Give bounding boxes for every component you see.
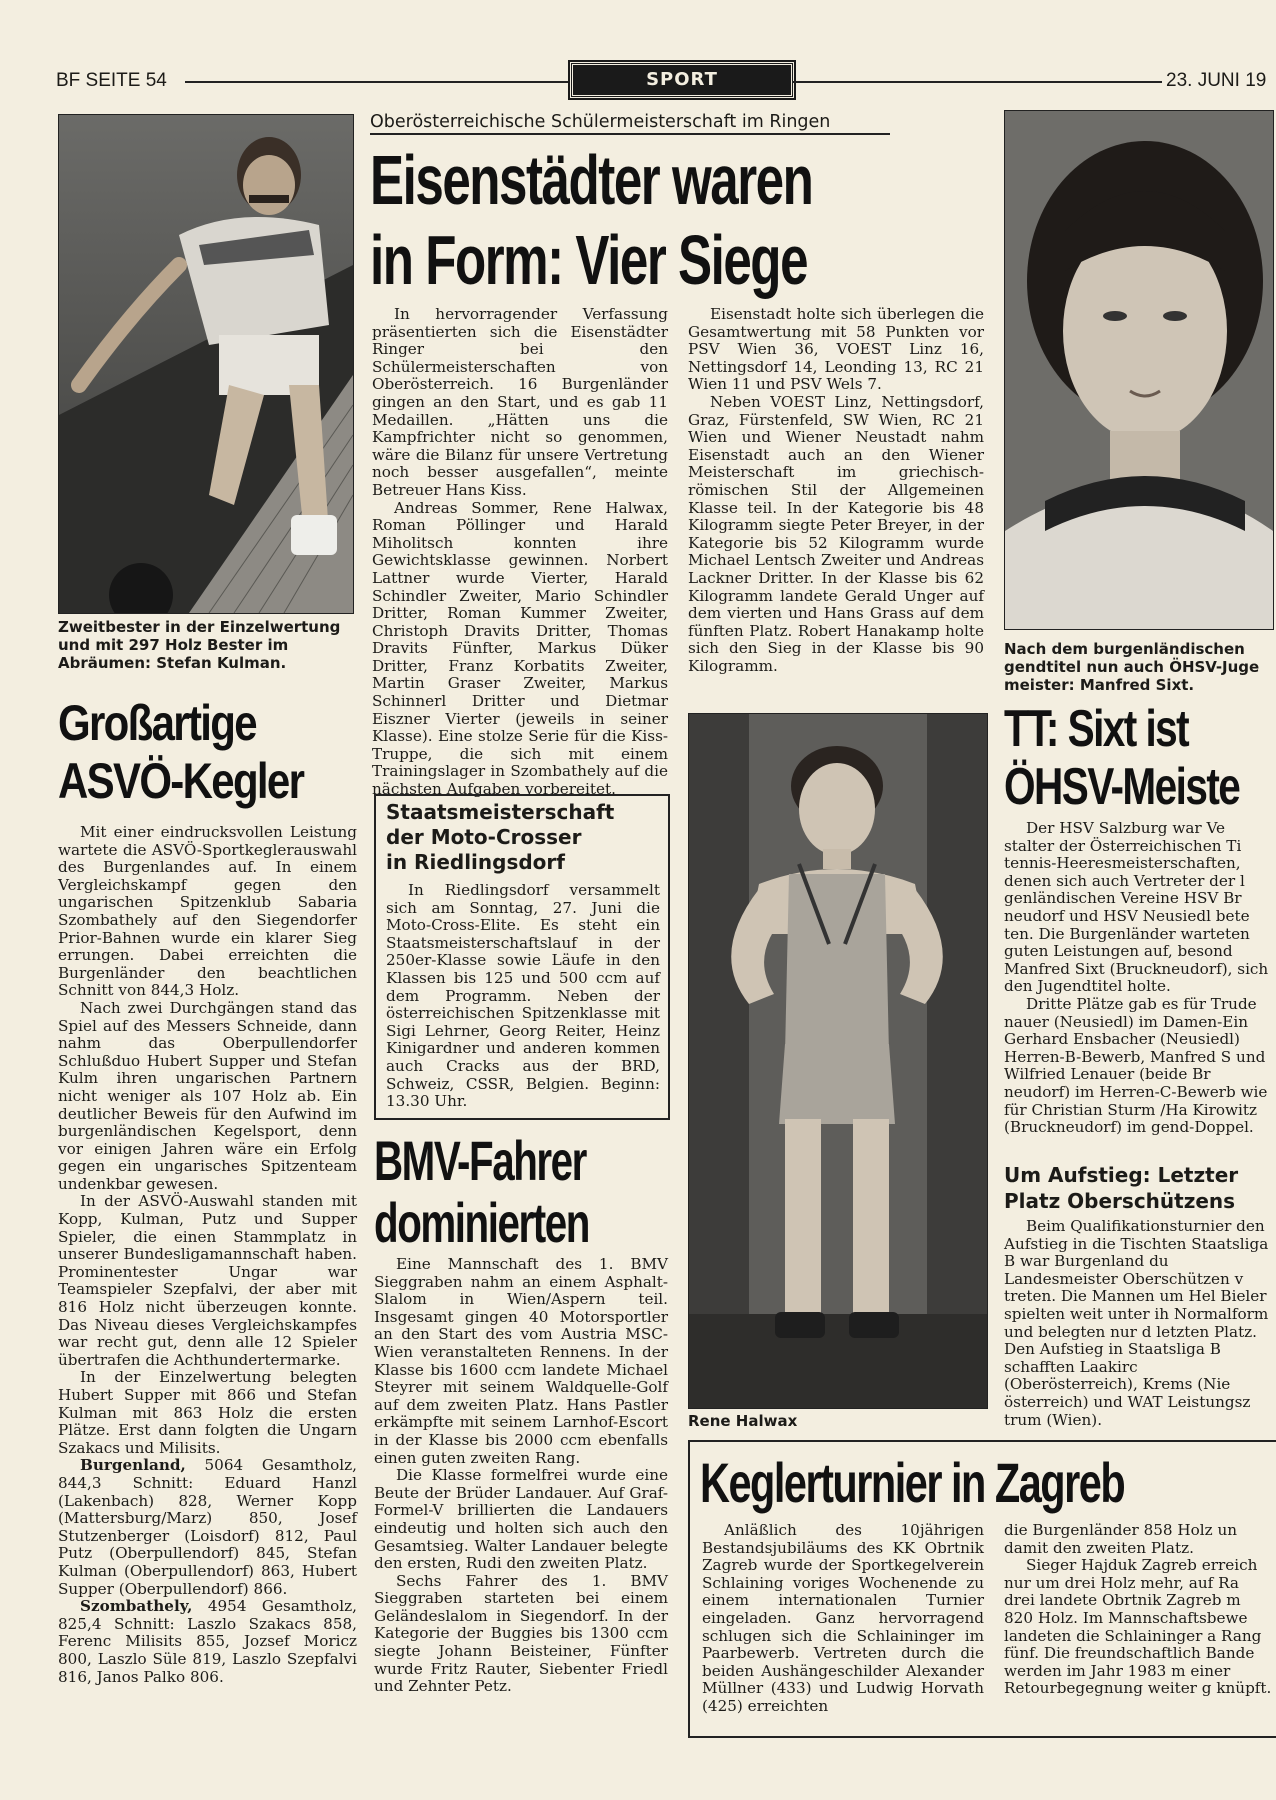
moto-box-title (386, 800, 662, 875)
result-text-burgenland: 5064 Gesamtholz, 844,3 Schnitt: Eduard Hanzl (Lakenbach) 828, Werner Kopp (Mattersburg/Marz) 850, Josef Stutzenberger (Loisdorf) 812, Paul Putz (Oberpullendorf) 845, Stefan Kulman (Oberpullendorf) 863, Hubert Supper (Oberpullendorf) 866. (58, 1456, 357, 1598)
caption-portrait: Nach dem burgenländischen gendtitel nun auch ÖHSV-Juge meister: Manfred Sixt. (1004, 640, 1260, 694)
aufstieg-headline (1004, 1162, 1276, 1214)
zagreb-paragraph: Sieger Hajduk Zagreb erreich nur um drei Holz mehr, auf Ra drei landete Obrtnik Zagreb m 820 Holz. Im Mannschaftsbewe landeten die Schlaininger a Rang fünf. Die freundschaftlich Bande werden im Jahr 1983 m einer Retourbegegnung weiter g knüpft. (1004, 1556, 1272, 1698)
kegler-headline-line2: ASVÖ-Kegler (58, 753, 304, 809)
bmv-headline (374, 1130, 674, 1254)
moto-box-body (386, 882, 660, 1111)
main-headline-line2: in Form: Vier Siege (370, 221, 808, 299)
header-rule-right (792, 81, 1162, 83)
aufstieg-headline-line2: Platz Oberschützens (1004, 1189, 1236, 1213)
section-label: SPORT (646, 69, 718, 90)
moto-title-line3: in Riedlingsdorf (386, 850, 565, 874)
result-label-burgenland: Burgenland, (80, 1456, 186, 1475)
kegler-paragraph: In der Einzelwertung belegten Hubert Supper mit 866 und Stefan Kulman mit 863 Holz die ersten Plätze. Erst dann folgten die Ungarn Szakacs und Milisits. (58, 1368, 357, 1457)
kegler-headline-line1: Großartige (58, 695, 256, 751)
moto-title-line2: der Moto-Crosser (386, 825, 582, 849)
bowler-illustration (59, 115, 353, 613)
zagreb-paragraph: Anläßlich des 10jährigen Bestandsjubiläums des KK Obrtnik Zagreb wurde der Sportkegelverein Schlaining voriges Wochenende zu einem internationalen Turnier eingeladen. Ganz hervorragend schlugen sich die Schlaininger im Paarbewerb. Vertreten durch die beiden Aushängeschilder Alexander Müllner (433) und Ludwig Horvath (425) erreichten (702, 1521, 984, 1715)
zagreb-col2 (1004, 1522, 1274, 1698)
tt-paragraph: Der HSV Salzburg war Ve stalter der Österreichischen Ti tennis-Heeresmeisterschaften, denen sich auch Vertreter der l genländischen Vereine HSV Br neudorf und HSV Neusiedl bete ten. Die Burgenländer warteten guten Leistungen auf, besond Manfred Sixt (Bruckneudorf), sich den Jugendtitel holte. (1004, 819, 1269, 996)
main-kicker: Oberösterreichische Schülermeisterschaft im Ringen (370, 111, 890, 135)
main-paragraph: Eisenstadt holte sich überlegen die Gesamtwertung mit 58 Punkten vor PSV Wien 36, VOEST Linz 16, Nettingsdorf 14, Leonding 13, RC 21 Wien 11 und PSV Wels 7. (688, 305, 984, 394)
kegler-paragraph: Mit einer eindrucksvollen Leistung wartete die ASVÖ-Sportkeglerauswahl des Burgenlandes auf. In einem Vergleichskampf gegen den ungarischen Spitzenklub Sabaria Szombathely auf den Siegendorfer Prior-Bahnen wurde ein klarer Sieg errungen. Dabei erreichten die Burgenländer den beachtlichen Schnitt von 844,3 Holz. (58, 823, 357, 1000)
zagreb-headline-wrap (700, 1452, 1274, 1516)
kegler-paragraph: In der ASVÖ-Auswahl standen mit Kopp, Kulman, Putz und Supper Spieler, die einen Stammplatz in unserer Bundesligamannschaft haben. Prominentester Ungar war Teamspieler Szepfalvi, der aber mit 816 Holz nicht überzeugen konnte. Das Niveau dieses Vergleichskampfes war recht gut, denn alle 12 Spieler übertrafen die Achthundertermarke. (58, 1192, 357, 1369)
header-rule-left (185, 81, 570, 83)
zagreb-headline: Keglerturnier in Zagreb (700, 1452, 1125, 1514)
tt-headline (1004, 700, 1276, 820)
main-headline (370, 140, 990, 300)
kegler-paragraph: Nach zwei Durchgängen stand das Spiel auf des Messers Schneide, dann nahm das Oberpullendorfer Schlußduo Hubert Supper und Stefan Kulm ihren ungarischen Partnern nicht weniger als 107 Holz ab. Ein deutlicher Beweis für den Aufwind im burgenländischen Kegelsport, denn vor einigen Jahren wäre ein Erfolg gegen ein ungarisches Spitzenteam undenkbar gewesen. (58, 998, 357, 1193)
aufstieg-article-body (1004, 1218, 1274, 1429)
wrestler-illustration (689, 714, 987, 1408)
photo-bowler (58, 114, 354, 614)
caption-wrestler: Rene Halwax (688, 1412, 798, 1430)
page-header (0, 60, 1276, 100)
aufstieg-headline-line1: Um Aufstieg: Letzter (1004, 1163, 1239, 1187)
result-text-szombathely: 4954 Gesamtholz, 825,4 Schnitt: Laszlo Szakacs 858, Ferenc Milisits 855, Jozsef Moricz 800, Laszlo Süle 819, Laszlo Szepfalvi 816, Janos Palko 806. (58, 1597, 357, 1686)
bmv-headline-line1: BMV-Fahrer (374, 1129, 586, 1192)
bmv-article-body (374, 1256, 668, 1696)
bmv-headline-line2: dominierten (374, 1191, 589, 1254)
section-badge (570, 62, 794, 98)
result-label-szombathely: Szombathely, (80, 1597, 193, 1616)
tt-article-body (1004, 820, 1274, 1137)
portrait-illustration (1005, 111, 1273, 629)
bmv-paragraph: Die Klasse formelfrei wurde eine Beute der Brüder Landauer. Auf Graf-Formel-V brillierten die Landauers eindeutig und holten sich auch den Gesamtsieg. Walter Landauer belegte den ersten, Rudi den zweiten Platz. (374, 1466, 668, 1573)
kegler-result-szombathely (58, 1598, 357, 1686)
aufstieg-paragraph: Beim Qualifikationsturnier den Aufstieg in die Tischten Staatsliga B war Burgenland du Landesmeister Oberschützen v treten. Die Mannen um Hel Bieler spielten weit unter ih Normalform und belegten nur d letzten Platz. Den Aufstieg in Staatsliga B schafften Laakirc (Oberösterreich), Krems (Nie österreich) und WAT Leistungsz trum (Wien). (1004, 1217, 1269, 1429)
main-paragraph: Andreas Sommer, Rene Halwax, Roman Pöllinger und Harald Miholitsch konnten ihre Gewichtsklasse gewinnen. Norbert Lattner wurde Vierter, Harald Schindler Zweiter, Mario Schindler Dritter, Roman Kummer Zweiter, Christoph Dravits Dritter, Thomas Dravits Fünfter, Markus Düker Dritter, Franz Korbatits Zweiter, Martin Graser Zweiter, Markus Schinnerl Dritter und Dietmar Eiszner Vierter (jeweils in seiner Klasse). Eine stolze Serie für die Kiss-Truppe, die sich mit einem Trainingslager in Szombathely auf die nächsten Aufgaben vorbereitet. (372, 498, 668, 799)
main-paragraph: Neben VOEST Linz, Nettingsdorf, Graz, Fürstenfeld, SW Wien, RC 21 Wien und Wiener Neustadt nahm Eisenstadt auch an den Wiener Meisterschaft im griechisch-römischen Stil der Allgemeinen Klasse teil. In der Kategorie bis 48 Kilogramm siegte Peter Breyer, in der Kategorie bis 52 Kilogramm wurde Michael Lentsch Zweiter und Andreas Lackner Dritter. In der Klasse bis 62 Kilogramm landete Gerald Unger auf dem vierten und Hans Grass auf dem fünften Platz. Robert Hanakamp holte sich den Sieg in der Klasse bis 90 Kilogramm. (688, 392, 984, 675)
photo-wrestler (688, 713, 988, 1409)
tt-headline-line2: ÖHSV-Meiste (1004, 758, 1240, 816)
issue-date: 23. JUNI 19 (1166, 70, 1267, 91)
tt-headline-line1: TT: Sixt ist (1004, 700, 1189, 758)
page-number-label: BF SEITE 54 (56, 70, 167, 91)
main-headline-line1: Eisenstädter waren (370, 141, 813, 219)
kegler-article-body (58, 824, 357, 1686)
caption-bowler: Zweitbester in der Einzelwertung und mit 297 Holz Bester im Abräumen: Stefan Kulman. (58, 618, 341, 672)
moto-paragraph: In Riedlingsdorf versammelt sich am Sonntag, 27. Juni die Moto-Cross-Elite. Es steht ein Staatsmeisterschaftslauf in der 250er-Klasse sowie Läufe in den Klassen bis 125 und 500 ccm auf dem Programm. Neben der österreichischen Spitzenklasse mit Sigi Lehrner, Georg Reiter, Heinz Kinigardner und anderen kommen auch Cracks aus der BRD, Schweiz, CSSR, Belgien. Beginn: 13.30 Uhr. (386, 881, 660, 1111)
moto-title-line1: Staatsmeisterschaft (386, 800, 615, 824)
main-article-col1 (372, 306, 668, 799)
photo-portrait (1004, 110, 1274, 630)
zagreb-col1 (702, 1522, 984, 1716)
zagreb-paragraph: die Burgenländer 858 Holz un damit den zweiten Platz. (1004, 1521, 1238, 1557)
bmv-paragraph: Sechs Fahrer des 1. BMV Sieggraben starteten bei einem Geländeslalom in Siegendorf. In der Kategorie der Buggies bis 1300 ccm siegte Johann Beisteiner, Fünfter wurde Fritz Rauter, Siebenter Friedl und Zehnter Petz. (374, 1571, 668, 1696)
kegler-result-burgenland (58, 1457, 357, 1598)
kegler-headline (58, 694, 358, 824)
tt-paragraph: Dritte Plätze gab es für Trude nauer (Neusiedl) im Damen-Ein Gerhard Ensbacher (Neusiedl) Herren-B-Bewerb, Manfred S und Wilfried Lenauer (beide Br neudorf) im Herren-C-Bewerb wie für Christian Sturm /Ha Kirowitz (Bruckneudorf) im gend-Doppel. (1004, 994, 1268, 1137)
main-article-col2 (688, 306, 984, 675)
main-paragraph: In hervorragender Verfassung präsentierten sich die Eisenstädter Ringer bei den Schülermeisterschaften von Oberösterreich. 16 Burgenländer gingen an den Start, und es gab 11 Medaillen. „Hätten uns die Kampfrichter nicht so genommen, wäre die Bilanz für unsere Vertretung noch besser ausgefallen“, meinte Betreuer Hans Kiss. (372, 305, 668, 499)
bmv-paragraph: Eine Mannschaft des 1. BMV Sieggraben nahm an einem Asphalt-Slalom in Wien/Aspern teil. Insgesamt gingen 40 Motorsportler an den Start des vom Austria MSC-Wien veranstalteten Rennens. In der Klasse bis 1600 ccm landete Michael Steyrer mit seinem Waldquelle-Golf auf dem zweiten Platz. Hans Pastler erkämpfte mit seinem Larnhof-Escort in der Klasse bis 2000 ccm ebenfalls einen guten zweiten Rang. (374, 1255, 668, 1467)
